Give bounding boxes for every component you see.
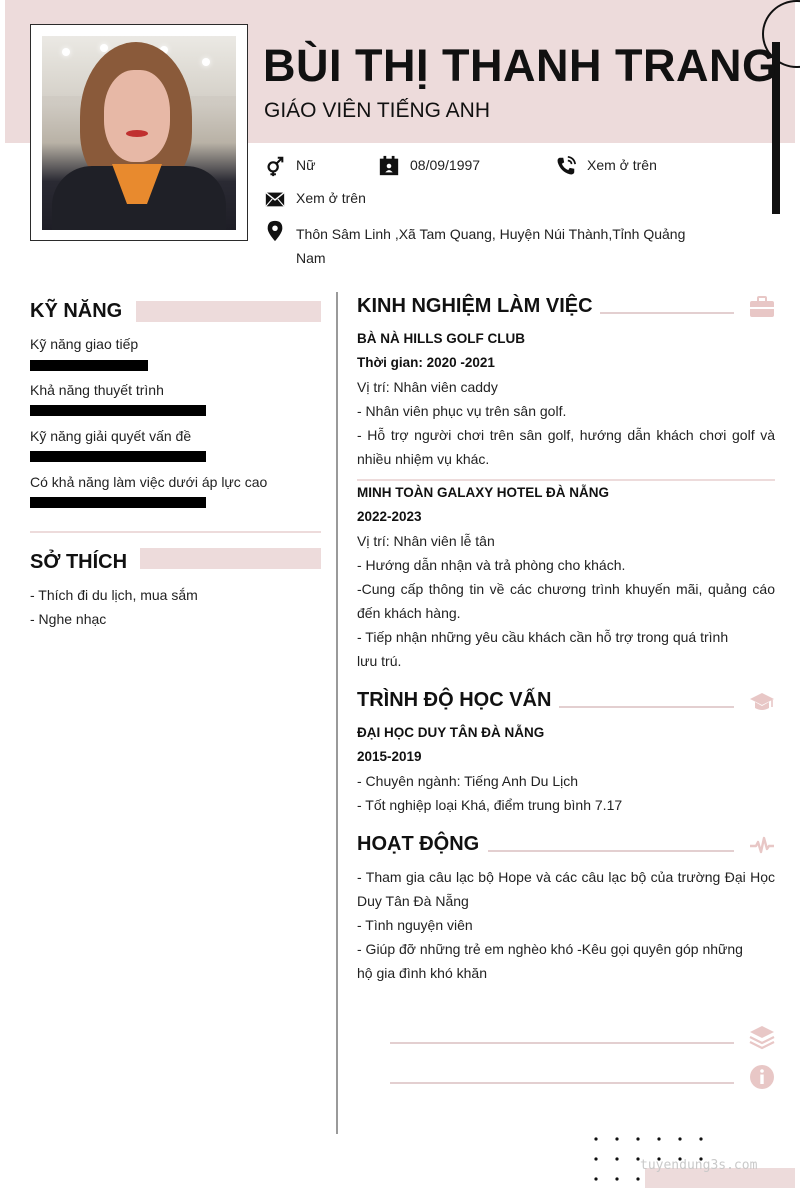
heading-rule xyxy=(600,312,734,314)
calendar-icon xyxy=(378,155,400,177)
email-value: Xem ở trên xyxy=(296,190,366,206)
job-description: - Nhân viên phục vụ trên sân golf. xyxy=(357,403,567,419)
hobbies-heading: SỞ THÍCH xyxy=(30,551,128,573)
education-period: 2015-2019 xyxy=(357,749,422,764)
school-name: ĐẠI HỌC DUY TÂN ĐÀ NẴNG xyxy=(357,725,545,740)
job-description: -Cung cấp thông tin về các chương trình khuyến mãi, quảng cáo đến khách hàng. xyxy=(357,581,775,621)
graduation-cap-icon xyxy=(749,689,775,715)
entry-separator xyxy=(357,479,775,481)
job-description: - Hỗ trợ người chơi trên sân golf, hướng dẫn khách chơi golf và nhiều nhiệm vụ khác. xyxy=(357,427,775,467)
watermark: tuyendung3s.com xyxy=(640,1158,758,1173)
hobby-item: - Nghe nhạc xyxy=(30,611,107,627)
map-pin-icon xyxy=(264,220,286,242)
empty-section-rule xyxy=(390,1042,734,1044)
education-major: - Chuyên ngành: Tiếng Anh Du Lịch xyxy=(357,773,579,789)
briefcase-icon xyxy=(749,294,775,320)
skill-bar xyxy=(30,451,206,462)
activity-item: hộ gia đình khó khăn xyxy=(357,965,487,981)
experience-heading: KINH NGHIỆM LÀM VIỆC xyxy=(357,295,593,317)
job-description: - Hướng dẫn nhận và trả phòng cho khách. xyxy=(357,557,626,573)
skill-bar xyxy=(30,497,206,508)
column-divider xyxy=(336,292,338,1134)
profile-photo-frame xyxy=(30,24,248,241)
activity-item: - Tham gia câu lạc bộ Hope và các câu lạc bộ của trường Đại Học Duy Tân Đà Nẵng xyxy=(357,869,775,909)
envelope-icon xyxy=(264,188,286,210)
hobby-item: - Thích đi du lịch, mua sắm xyxy=(30,587,198,603)
profile-photo xyxy=(42,36,236,230)
heartbeat-icon xyxy=(749,833,775,859)
activity-item: - Tình nguyện viên xyxy=(357,917,473,933)
address-value: Thôn Sâm Linh ,Xã Tam Quang, Huyện Núi Thành,Tỉnh Quảng Nam xyxy=(296,226,686,266)
candidate-name: BÙI THỊ THANH TRANG xyxy=(263,40,778,91)
heading-rule xyxy=(488,850,734,852)
birthday-value: 08/09/1997 xyxy=(410,157,481,173)
skill-label: Kỹ năng giao tiếp xyxy=(30,336,139,352)
skill-bar xyxy=(30,405,206,416)
skill-label: Khả năng thuyết trình xyxy=(30,382,164,398)
skill-label: Kỹ năng giải quyết vấn đề xyxy=(30,428,192,444)
hobbies-heading-band xyxy=(140,548,321,569)
info-icon xyxy=(749,1064,775,1090)
gender-value: Nữ xyxy=(296,157,316,173)
gender-icon xyxy=(264,155,286,177)
phone-icon xyxy=(555,155,577,177)
candidate-title: GIÁO VIÊN TIẾNG ANH xyxy=(264,99,490,122)
activities-heading: HOẠT ĐỘNG xyxy=(357,833,480,855)
skills-heading: KỸ NĂNG xyxy=(30,300,123,322)
phone-value: Xem ở trên xyxy=(587,157,657,173)
job-position: Vị trí: Nhân viên caddy xyxy=(357,379,498,395)
job-period: 2022-2023 xyxy=(357,509,422,524)
layers-icon xyxy=(749,1024,775,1050)
section-separator xyxy=(30,531,321,533)
job-period: Thời gian: 2020 -2021 xyxy=(357,355,495,370)
skills-heading-band xyxy=(136,301,321,322)
address-info xyxy=(264,222,704,270)
skill-bar xyxy=(30,360,148,371)
skill-label: Có khả năng làm việc dưới áp lực cao xyxy=(30,474,268,490)
job-position: Vị trí: Nhân viên lễ tân xyxy=(357,533,495,549)
education-result: - Tốt nghiệp loại Khá, điểm trung bình 7.17 xyxy=(357,797,623,813)
job-company: MINH TOÀN GALAXY HOTEL ĐÀ NẴNG xyxy=(357,485,610,500)
job-description: - Tiếp nhận những yêu cầu khách cần hỗ trợ trong quá trình xyxy=(357,629,729,645)
activity-item: - Giúp đỡ những trẻ em nghèo khó -Kêu gọi quyên góp những xyxy=(357,941,743,957)
heading-rule xyxy=(559,706,734,708)
empty-section-rule xyxy=(390,1082,734,1084)
education-heading: TRÌNH ĐỘ HỌC VẤN xyxy=(357,689,552,711)
job-company: BÀ NÀ HILLS GOLF CLUB xyxy=(357,331,525,346)
job-description: lưu trú. xyxy=(357,653,402,669)
